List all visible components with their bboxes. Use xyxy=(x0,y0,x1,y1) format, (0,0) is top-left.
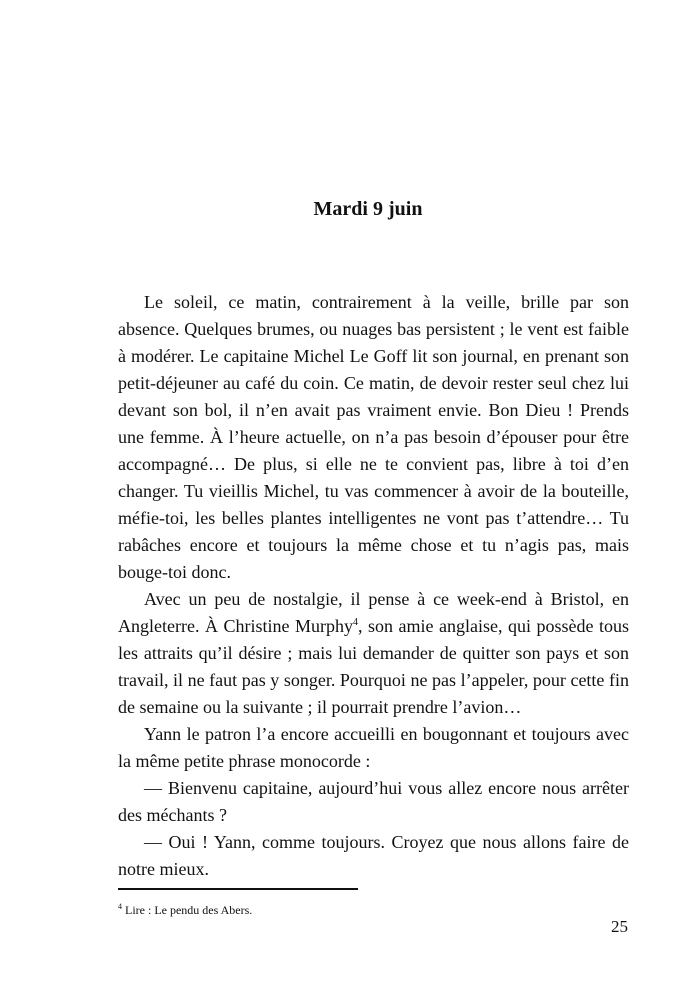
body-text xyxy=(118,289,629,883)
footnote-number: 4 xyxy=(118,902,122,911)
page-number: 25 xyxy=(611,917,628,936)
paragraph: Yann le patron l’a encore accueilli en bougonnant et toujours avec la même petite phrase monocorde : xyxy=(118,724,629,771)
chapter-title: Mardi 9 juin xyxy=(313,198,423,220)
paragraph-text-before-ref: Avec un peu de nostalgie, il pense à ce week-end à Bristol, en Angleterre. À Christine Murphy xyxy=(118,589,629,636)
footnote-reference: 4 xyxy=(352,617,358,628)
footnote-text: Lire : Le pendu des Abers. xyxy=(122,903,253,917)
paragraph-text-after-ref: , son amie anglaise, qui possède tous les attraits qu’il désire ; mais lui demander de quitter son pays et son travail, il ne faut pas y songer. Pourquoi ne pas l’appeler, pour cette fin de semaine ou la suivante ; il pourrait prendre l’avion… xyxy=(118,616,629,717)
footnote-separator xyxy=(118,888,358,890)
dialogue-line: — Oui ! Yann, comme toujours. Croyez que nous allons faire de notre mieux. xyxy=(118,832,629,879)
paragraph: Le soleil, ce matin, contrairement à la veille, brille par son absence. Quelques brumes, ou nuages bas persistent ; le vent est faible à modérer. Le capitaine Michel Le Goff lit son journal, en prenant son petit-déjeuner au café du coin. Ce matin, de devoir rester seul chez lui devant son bol, il n’en avait pas vraiment envie. Bon Dieu ! Prends une femme. À l’heure actuelle, on n’a pas besoin d’épouser pour être accompagné… De plus, si elle ne te convient pas, libre à toi d’en changer. Tu vieillis Michel, tu vas commencer à avoir de la bouteille, méfie-toi, les belles plantes intelligentes ne vont pas t’attendre… Tu rabâches encore et toujours la même chose et tu n’agis pas, mais bouge-toi donc. xyxy=(118,292,629,582)
paragraph xyxy=(118,586,629,721)
dialogue-line: — Bienvenu capitaine, aujourd’hui vous allez encore nous arrêter des méchants ? xyxy=(118,778,629,825)
footnote xyxy=(118,902,252,918)
